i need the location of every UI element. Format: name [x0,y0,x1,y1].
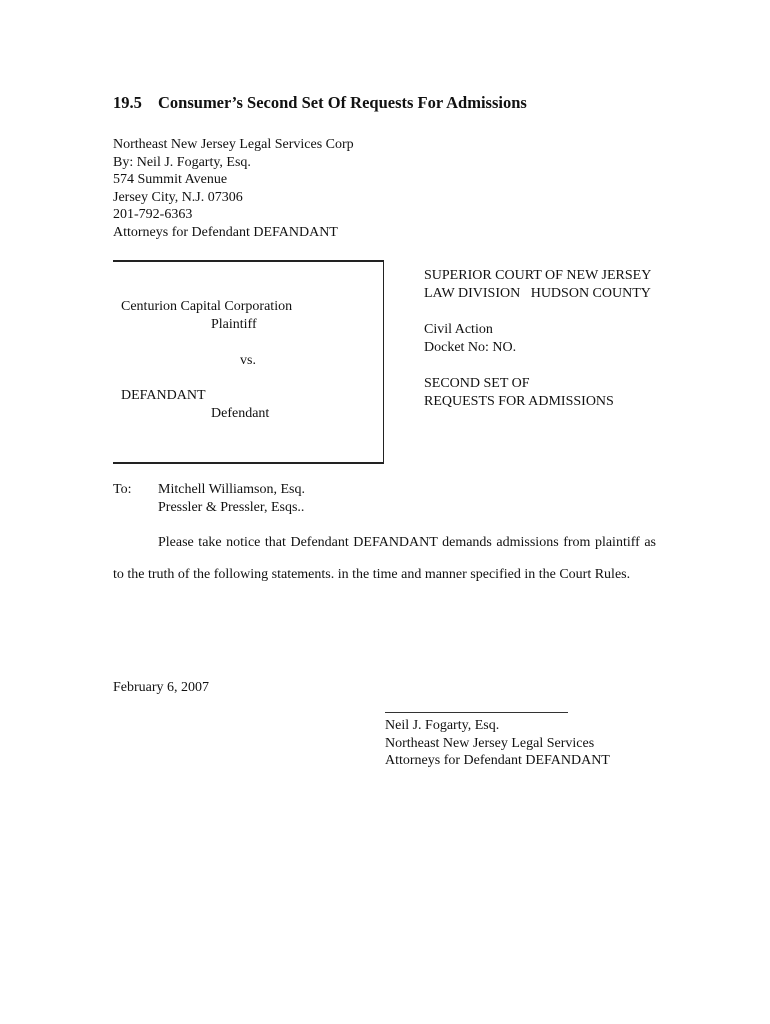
signature-block [385,700,610,770]
page-title [113,93,527,113]
document-title-line-1: SECOND SET OF [424,376,530,391]
attorney-block [113,136,354,242]
attorney-name: By: Neil J. Fogarty, Esq. [113,154,251,170]
defendant-label: Defendant [211,406,270,421]
section-title: Consumer’s Second Set Of Requests For Admissions [158,93,527,112]
versus-label: vs. [240,353,256,368]
attorney-firm: Northeast New Jersey Legal Services Corp [113,137,354,152]
civil-action-label: Civil Action [424,322,493,337]
recipient-firm: Pressler & Pressler, Esqs.. [158,500,305,515]
plaintiff-name: Centurion Capital Corporation [121,299,293,314]
attorney-role: Attorneys for Defendant DEFANDANT [113,224,338,240]
recipients [158,481,305,517]
signer-name: Neil J. Fogarty, Esq. [385,718,500,733]
to-label: To: [113,482,132,497]
signer-role: Attorneys for Defendant DEFANDANT [385,753,610,769]
notice-paragraph: Please take notice that Defendant DEFANDANT demands admissions from plaintiff as to the truth of the following statements. in the time and manner specified in the Court Rules. [113,535,656,582]
attorney-street: 574 Summit Avenue [113,172,228,188]
attorney-phone: 201-792-6363 [113,207,193,223]
court-division: LAW DIVISION HUDSON COUNTY [424,286,651,301]
signature-line [385,700,568,713]
court-name: SUPERIOR COURT OF NEW JERSEY [424,268,652,283]
recipient-name: Mitchell Williamson, Esq. [158,482,305,497]
case-caption-box [113,260,384,464]
signer-organization: Northeast New Jersey Legal Services [385,735,595,751]
docket-number: Docket No: NO. [424,340,517,355]
section-number: 19.5 [113,93,142,112]
defendant-name: DEFANDANT [121,388,206,403]
document-date: February 6, 2007 [113,680,210,695]
document-title-line-2: REQUESTS FOR ADMISSIONS [424,394,614,409]
court-block [424,267,651,411]
plaintiff-label: Plaintiff [211,317,257,332]
attorney-city: Jersey City, N.J. 07306 [113,189,243,205]
